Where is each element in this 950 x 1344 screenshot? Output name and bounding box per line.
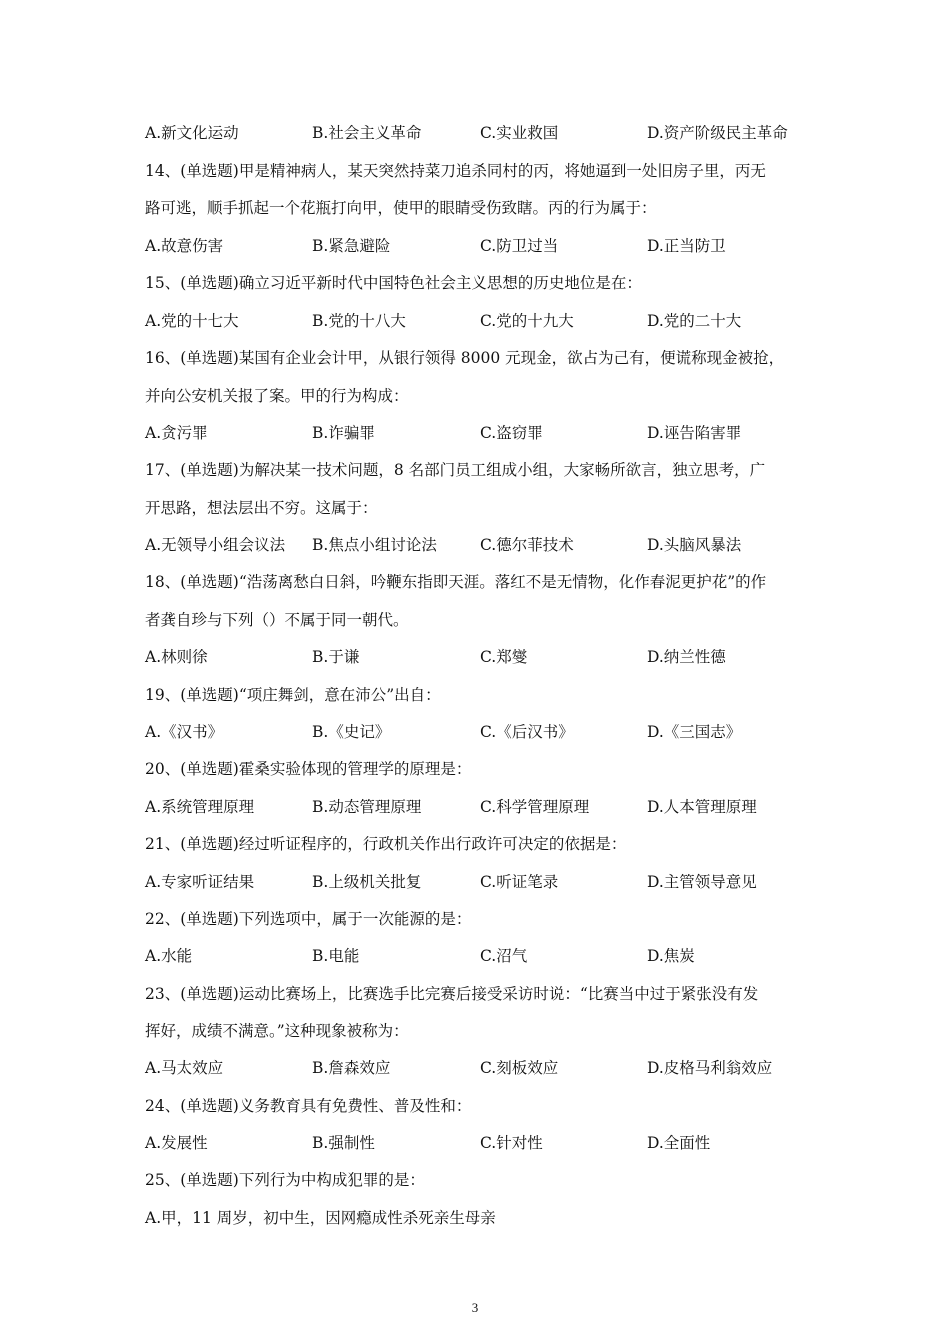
option-d: D.纳兰性德 <box>647 648 726 666</box>
option-b: B.于谦 <box>312 648 360 666</box>
option-c: C.《后汉书》 <box>480 723 574 741</box>
option-a: A.新文化运动 <box>145 124 239 142</box>
question-15-stem-line-1: 15、(单选题)确立习近平新时代中国特色社会主义思想的历史地位是在： <box>145 274 642 292</box>
option-b: B.强制性 <box>312 1134 375 1152</box>
option-c: C.郑燮 <box>480 648 528 666</box>
question-23-stem-line-2: 挥好，成绩不满意。”这种现象被称为： <box>145 1022 409 1040</box>
option-c: C.科学管理原理 <box>480 798 590 816</box>
option-a: A.故意伤害 <box>145 237 224 255</box>
question-14-stem-line-2: 路可逃，顺手抓起一个花瓶打向甲，使甲的眼睛受伤致瞎。丙的行为属于： <box>145 199 657 217</box>
question-18-stem-line-1: 18、(单选题)“浩荡离愁白日斜，吟鞭东指即天涯。落红不是无情物，化作春泥更护花”的作 <box>145 573 767 591</box>
option-b: B.詹森效应 <box>312 1059 391 1077</box>
option-c: C.德尔菲技术 <box>480 536 574 554</box>
question-18-stem-line-2: 者龚自珍与下列（）不属于同一朝代。 <box>145 611 409 629</box>
option-d: D.《三国志》 <box>647 723 742 741</box>
option-a: A.马太效应 <box>145 1059 224 1077</box>
option-c: C.防卫过当 <box>480 237 559 255</box>
option-d: D.头脑风暴法 <box>647 536 742 554</box>
option-c: C.盗窃罪 <box>480 424 543 442</box>
question-19-stem-line-1: 19、(单选题)“项庄舞剑，意在沛公”出自： <box>145 686 441 704</box>
option-c: C.沼气 <box>480 947 528 965</box>
question-22-stem-line-1: 22、(单选题)下列选项中，属于一次能源的是： <box>145 910 472 928</box>
option-d: D.全面性 <box>647 1134 711 1152</box>
question-24-stem-line-1: 24、(单选题)义务教育具有免费性、普及性和： <box>145 1097 472 1115</box>
question-25-stem-line-1: 25、(单选题)下列行为中构成犯罪的是： <box>145 1171 425 1189</box>
option-a: A.专家听证结果 <box>145 873 255 891</box>
option-a: A.水能 <box>145 947 193 965</box>
option-a: A.《汉书》 <box>145 723 224 741</box>
option-d: D.焦炭 <box>647 947 695 965</box>
option-b: B.《史记》 <box>312 723 391 741</box>
question-17-stem-line-2: 开思路，想法层出不穷。这属于： <box>145 499 378 517</box>
option-b: B.上级机关批复 <box>312 873 422 891</box>
option-b: B.焦点小组讨论法 <box>312 536 437 554</box>
option-d: D.正当防卫 <box>647 237 726 255</box>
question-14-stem-line-1: 14、(单选题)甲是精神病人，某天突然持菜刀追杀同村的丙，将她逼到一处旧房子里，丙无 <box>145 162 766 180</box>
option-b: B.紧急避险 <box>312 237 391 255</box>
page-number: 3 <box>471 1300 479 1315</box>
option-d: D.诬告陷害罪 <box>647 424 742 442</box>
option-d: D.皮格马利翁效应 <box>647 1059 773 1077</box>
option-a: A.林则徐 <box>145 648 208 666</box>
option-c: C.针对性 <box>480 1134 543 1152</box>
question-25-option-a: A.甲，11 周岁，初中生，因网瘾成性杀死亲生母亲 <box>145 1209 496 1227</box>
option-d: D.主管领导意见 <box>647 873 757 891</box>
option-b: B.动态管理原理 <box>312 798 422 816</box>
option-a: A.系统管理原理 <box>145 798 255 816</box>
option-d: D.人本管理原理 <box>647 798 757 816</box>
question-16-stem-line-2: 并向公安机关报了案。甲的行为构成： <box>145 387 409 405</box>
option-c: C.刻板效应 <box>480 1059 559 1077</box>
question-17-stem-line-1: 17、(单选题)为解决某一技术问题，8 名部门员工组成小组，大家畅所欲言，独立思考，广 <box>145 461 766 479</box>
option-a: A.无领导小组会议法 <box>145 536 286 554</box>
option-d: D.资产阶级民主革命 <box>647 124 788 142</box>
option-b: B.社会主义革命 <box>312 124 422 142</box>
option-c: C.党的十九大 <box>480 312 574 330</box>
question-20-stem-line-1: 20、(单选题)霍桑实验体现的管理学的原理是： <box>145 760 472 778</box>
option-b: B.电能 <box>312 947 360 965</box>
option-a: A.贪污罪 <box>145 424 208 442</box>
option-d: D.党的二十大 <box>647 312 742 330</box>
option-a: A.发展性 <box>145 1134 208 1152</box>
option-b: B.诈骗罪 <box>312 424 375 442</box>
question-21-stem-line-1: 21、(单选题)经过听证程序的，行政机关作出行政许可决定的依据是： <box>145 835 627 853</box>
option-c: C.实业救国 <box>480 124 559 142</box>
option-b: B.党的十八大 <box>312 312 406 330</box>
question-16-stem-line-1: 16、(单选题)某国有企业会计甲，从银行领得 8000 元现金，欲占为己有，便谎称现金被抢， <box>145 349 785 367</box>
question-23-stem-line-1: 23、(单选题)运动比赛场上，比赛选手比完赛后接受采访时说：“比赛当中过于紧张没有发 <box>145 985 759 1003</box>
option-c: C.听证笔录 <box>480 873 559 891</box>
option-a: A.党的十七大 <box>145 312 239 330</box>
